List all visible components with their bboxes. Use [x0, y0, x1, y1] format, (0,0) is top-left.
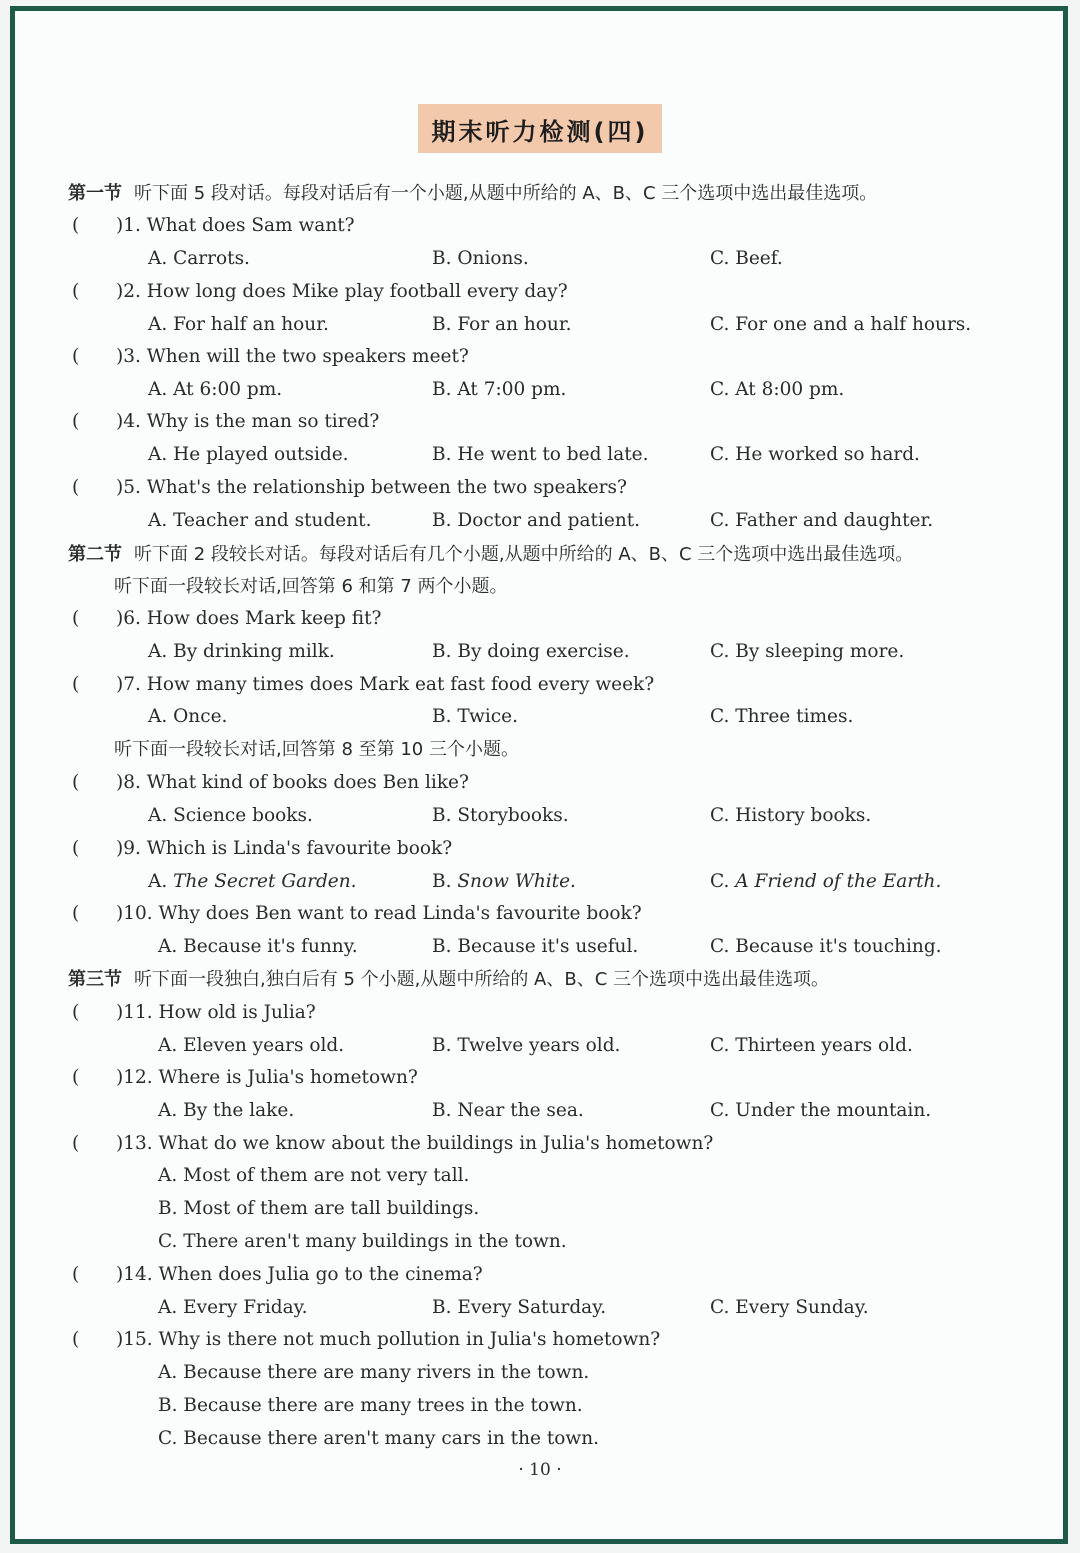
option-c: C. Thirteen years old.	[710, 1035, 913, 1056]
question-text: )14. When does Julia go to the cinema?	[116, 1264, 483, 1285]
option-b: B. For an hour.	[432, 314, 572, 335]
answer-blank: (	[72, 1067, 80, 1088]
page-title: 期末听力检测(四)	[418, 104, 663, 153]
answer-blank: (	[72, 1329, 80, 1350]
option-c: C. At 8:00 pm.	[710, 379, 845, 400]
section-3-text: 听下面一段独白,独白后有 5 个小题,从题中所给的 A、B、C 三个选项中选出最佳选项。	[134, 969, 830, 990]
question-text: )5. What's the relationship between the two speakers?	[116, 477, 627, 498]
question-text: )2. How long does Mike play football every day?	[116, 281, 568, 302]
option-c: C. History books.	[710, 805, 872, 826]
option-letter: C.	[710, 871, 730, 892]
answer-blank: (	[72, 411, 80, 432]
option-c	[710, 870, 941, 894]
answer-blank: (	[72, 903, 80, 924]
answer-blank: (	[72, 1002, 80, 1023]
option-c: C. By sleeping more.	[710, 641, 905, 662]
option-a: A. Teacher and student.	[148, 510, 372, 531]
option-b	[432, 870, 576, 894]
title-wrap	[0, 104, 1080, 153]
answer-blank: (	[72, 1264, 80, 1285]
option-a: A. Science books.	[148, 805, 313, 826]
option-a: A. Because it's funny.	[158, 936, 358, 957]
section-1-instruction	[68, 182, 877, 206]
option-a	[148, 870, 357, 894]
option-b: B. At 7:00 pm.	[432, 379, 567, 400]
question-text: )8. What kind of books does Ben like?	[116, 772, 469, 793]
section-1-head: 第一节	[68, 183, 122, 204]
option-b: B. Doctor and patient.	[432, 510, 641, 531]
option-c: C. Beef.	[710, 248, 783, 269]
option-b: B. Because it's useful.	[432, 936, 639, 957]
section-2-head: 第二节	[68, 544, 122, 565]
option-b: B. Twice.	[432, 706, 518, 727]
option-title: The Secret Garden.	[173, 871, 357, 892]
option-letter: B.	[432, 871, 452, 892]
option-c: C. Under the mountain.	[710, 1100, 932, 1121]
answer-blank: (	[72, 477, 80, 498]
option-b: B. Storybooks.	[432, 805, 569, 826]
answer-blank: (	[72, 838, 80, 859]
section-2-instruction	[68, 543, 913, 567]
option-a: A. Once.	[148, 706, 228, 727]
option-a: A. Most of them are not very tall.	[158, 1165, 470, 1186]
option-c: C. Father and daughter.	[710, 510, 934, 531]
answer-blank: (	[72, 772, 80, 793]
option-letter: A.	[148, 871, 168, 892]
option-b: B. Every Saturday.	[432, 1297, 607, 1318]
option-a: A. He played outside.	[148, 444, 349, 465]
dialogue-note-2: 听下面一段较长对话,回答第 8 至第 10 三个小题。	[114, 739, 519, 760]
question-text: )12. Where is Julia's hometown?	[116, 1067, 418, 1088]
question-text: )15. Why is there not much pollution in Julia's hometown?	[116, 1329, 661, 1350]
question-text: )3. When will the two speakers meet?	[116, 346, 469, 367]
option-c: C. Because it's touching.	[710, 936, 942, 957]
question-text: )1. What does Sam want?	[116, 215, 355, 236]
option-a: A. By drinking milk.	[148, 641, 335, 662]
answer-blank: (	[72, 346, 80, 367]
answer-blank: (	[72, 674, 80, 695]
option-c: C. Every Sunday.	[710, 1297, 869, 1318]
option-b: B. Near the sea.	[432, 1100, 584, 1121]
option-a: A. Because there are many rivers in the town.	[158, 1362, 590, 1383]
dialogue-note-1: 听下面一段较长对话,回答第 6 和第 7 两个小题。	[114, 576, 508, 597]
option-b: B. Onions.	[432, 248, 529, 269]
section-2-text: 听下面 2 段较长对话。每段对话后有几个小题,从题中所给的 A、B、C 三个选项中选出最佳选项。	[134, 544, 914, 565]
option-a: A. Carrots.	[148, 248, 250, 269]
answer-blank: (	[72, 281, 80, 302]
question-text: )11. How old is Julia?	[116, 1002, 316, 1023]
page-number: · 10 ·	[518, 1460, 562, 1480]
option-b: B. Because there are many trees in the town.	[158, 1395, 583, 1416]
question-text: )9. Which is Linda's favourite book?	[116, 838, 453, 859]
option-a: A. Eleven years old.	[158, 1035, 345, 1056]
question-text: )7. How many times does Mark eat fast food every week?	[116, 674, 655, 695]
section-3-head: 第三节	[68, 969, 122, 990]
option-c: C. There aren't many buildings in the town.	[158, 1231, 567, 1252]
option-b: B. He went to bed late.	[432, 444, 649, 465]
option-a: A. By the lake.	[158, 1100, 295, 1121]
option-a: A. At 6:00 pm.	[148, 379, 283, 400]
question-text: )4. Why is the man so tired?	[116, 411, 380, 432]
option-title: A Friend of the Earth.	[735, 871, 942, 892]
question-text: )10. Why does Ben want to read Linda's favourite book?	[116, 903, 642, 924]
section-3-instruction	[68, 968, 829, 992]
option-a: A. Every Friday.	[158, 1297, 308, 1318]
option-b: B. Most of them are tall buildings.	[158, 1198, 480, 1219]
answer-blank: (	[72, 215, 80, 236]
section-1-text: 听下面 5 段对话。每段对话后有一个小题,从题中所给的 A、B、C 三个选项中选出最佳选项。	[134, 183, 878, 204]
option-c: C. For one and a half hours.	[710, 314, 972, 335]
answer-blank: (	[72, 1133, 80, 1154]
option-a: A. For half an hour.	[148, 314, 329, 335]
question-text: )6. How does Mark keep fit?	[116, 608, 382, 629]
option-c: C. Because there aren't many cars in the town.	[158, 1428, 600, 1449]
option-b: B. Twelve years old.	[432, 1035, 621, 1056]
question-text: )13. What do we know about the buildings in Julia's hometown?	[116, 1133, 714, 1154]
option-title: Snow White.	[457, 871, 576, 892]
option-b: B. By doing exercise.	[432, 641, 630, 662]
option-c: C. Three times.	[710, 706, 854, 727]
answer-blank: (	[72, 608, 80, 629]
option-c: C. He worked so hard.	[710, 444, 920, 465]
